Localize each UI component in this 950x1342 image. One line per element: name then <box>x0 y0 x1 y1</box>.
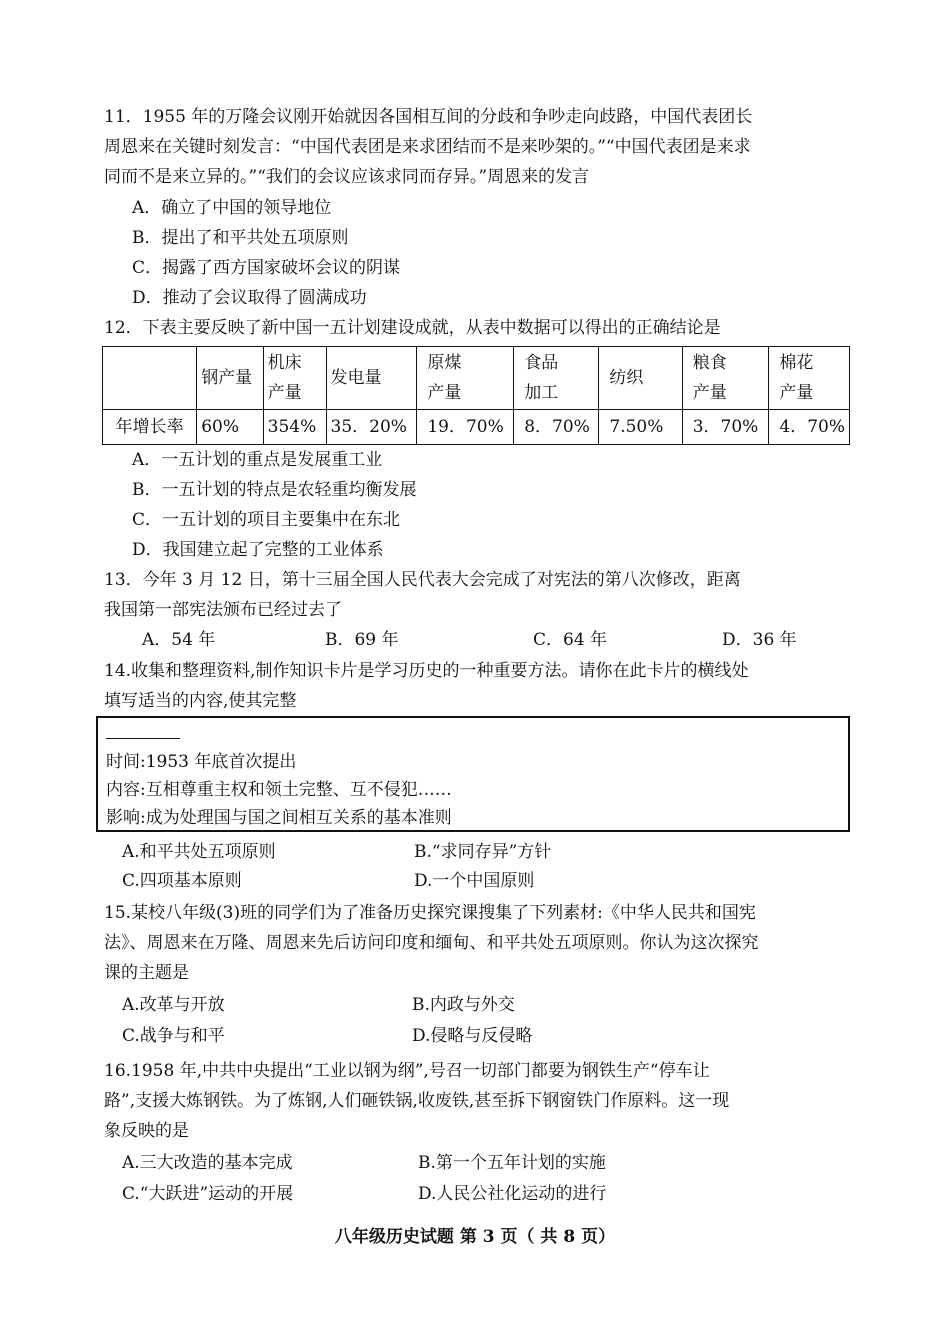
table-cell: 19．70% <box>417 410 514 445</box>
q16-stem-line-3: 象反映的是 <box>104 1121 189 1141</box>
q13-option-b: B．69 年 <box>325 630 399 650</box>
q15-option-d: D.侵略与反侵略 <box>412 1026 533 1046</box>
table-header-cell: 粮食 产量 <box>682 347 769 410</box>
table-cell: 35．20% <box>326 410 417 445</box>
table-cell: 354% <box>263 410 326 445</box>
q15-option-a: A.改革与开放 <box>122 995 225 1015</box>
table-header-cell: 机床 产量 <box>263 347 326 410</box>
q15-stem-line-2: 法》、周恩来在万隆、周恩来先后访问印度和缅甸、和平共处五项原则。你认为这次探究 <box>104 933 759 953</box>
q11-stem-line-1: 11．1955 年的万隆会议刚开始就因各国相互间的分歧和争吵走向歧路，中国代表团长 <box>104 107 753 127</box>
q13-option-a: A．54 年 <box>142 630 216 650</box>
q12-option-b: B．一五计划的特点是农轻重均衡发展 <box>132 480 417 500</box>
q11-stem-line-2: 周恩来在关键时刻发言：“中国代表团是来求团结而不是来吵架的。”“中国代表团是来求 <box>104 137 751 157</box>
q12-stem: 12．下表主要反映了新中国一五计划建设成就，从表中数据可以得出的正确结论是 <box>104 318 721 338</box>
q13-option-c: C．64 年 <box>533 630 608 650</box>
q14-option-c: C.四项基本原则 <box>122 871 242 891</box>
card-line-content: 内容:互相尊重主权和领土完整、互不侵犯…… <box>106 780 452 800</box>
table-header-cell: 原煤 产量 <box>417 347 514 410</box>
table-header-cell: 棉花 产量 <box>769 347 850 410</box>
table-cell: 8．70% <box>514 410 599 445</box>
q15-stem-line-1: 15.某校八年级(3)班的同学们为了准备历史探究课搜集了下列素材:《中华人民共和国宪 <box>104 903 756 923</box>
q12-option-c: C．一五计划的项目主要集中在东北 <box>132 510 401 530</box>
q16-option-c: C.“大跃进”运动的开展 <box>122 1184 294 1204</box>
q14-stem-line-1: 14.收集和整理资料,制作知识卡片是学习历史的一种重要方法。请你在此卡片的横线处 <box>104 661 749 681</box>
q11-stem-line-3: 同而不是来立异的。”“我们的会议应该求同而存异。”周恩来的发言 <box>104 167 590 187</box>
q14-option-a: A.和平共处五项原则 <box>122 842 276 862</box>
q13-option-d: D．36 年 <box>722 630 797 650</box>
q12-option-d: D．我国建立起了完整的工业体系 <box>132 540 384 560</box>
card-line-time: 时间:1953 年底首次提出 <box>106 752 297 772</box>
fill-in-blank-line <box>106 738 180 739</box>
q16-stem-line-2: 路”,支援大炼钢铁。为了炼钢,人们砸铁锅,收废铁,甚至拆下钢窗铁门作原料。这一现 <box>104 1091 730 1111</box>
table-row <box>103 410 850 445</box>
q14-option-b: B.“求同存异”方针 <box>414 842 552 862</box>
card-line-impact: 影响:成为处理国与国之间相互关系的基本准则 <box>106 808 452 828</box>
page-footer: 八年级历史试题 第 3 页（ 共 8 页） <box>334 1227 616 1247</box>
q12-data-table <box>102 346 850 445</box>
table-row-label: 年增长率 <box>103 410 197 445</box>
q14-option-d: D.一个中国原则 <box>414 871 535 891</box>
knowledge-card <box>96 716 850 832</box>
table-header-cell: 纺织 <box>599 347 682 410</box>
q13-stem-line-2: 我国第一部宪法颁布已经过去了 <box>104 600 342 620</box>
table-header-cell: 钢产量 <box>197 347 263 410</box>
q14-stem-line-2: 填写适当的内容,使其完整 <box>104 691 297 711</box>
table-cell: 3．70% <box>682 410 769 445</box>
table-header-cell: 食品 加工 <box>514 347 599 410</box>
q11-option-c: C．揭露了西方国家破坏会议的阴谋 <box>132 258 401 278</box>
table-cell: 7.50% <box>599 410 682 445</box>
q16-stem-line-1: 16.1958 年,中共中央提出“工业以钢为纲”,号召一切部门都要为钢铁生产“停车让 <box>104 1061 710 1081</box>
q11-option-d: D．推动了会议取得了圆满成功 <box>132 288 367 308</box>
table-header-cell: 发电量 <box>326 347 417 410</box>
q13-stem-line-1: 13．今年 3 月 12 日，第十三届全国人民代表大会完成了对宪法的第八次修改，距离 <box>104 570 741 590</box>
q16-option-a: A.三大改造的基本完成 <box>122 1153 293 1173</box>
q12-option-a: A．一五计划的重点是发展重工业 <box>132 450 383 470</box>
q16-option-b: B.第一个五年计划的实施 <box>418 1153 606 1173</box>
q15-option-b: B.内政与外交 <box>412 995 515 1015</box>
table-cell: 60% <box>197 410 263 445</box>
table-header-cell <box>103 347 197 410</box>
q11-option-a: A．确立了中国的领导地位 <box>132 198 332 218</box>
q15-stem-line-3: 课的主题是 <box>104 963 189 983</box>
q11-option-b: B．提出了和平共处五项原则 <box>132 228 349 248</box>
table-header-row <box>103 347 850 410</box>
q15-option-c: C.战争与和平 <box>122 1026 225 1046</box>
table-cell: 4．70% <box>769 410 850 445</box>
q16-option-d: D.人民公社化运动的进行 <box>418 1184 607 1204</box>
